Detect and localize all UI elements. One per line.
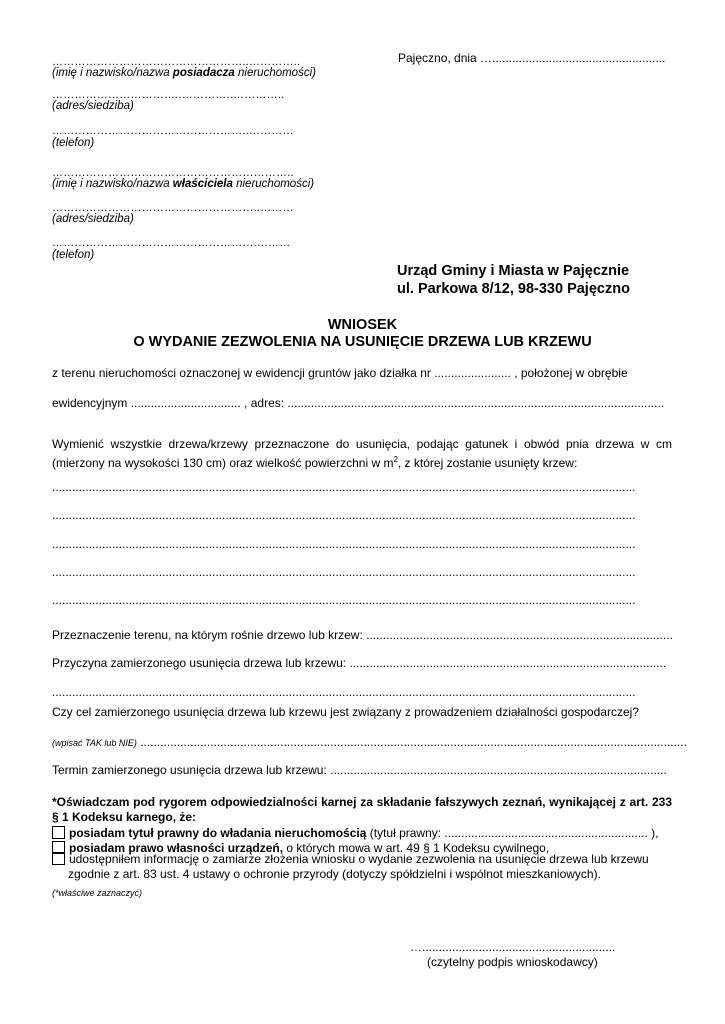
doc-title: WNIOSEK [327,317,398,333]
business-answer-line[interactable]: (wpisać TAK lub NIE) .................................................................................................................................................................... [52,735,687,749]
land-use-line[interactable]: Przeznaczenie terenu, na którym rośnie drzewo lub krzew: ............................................................................................ [52,628,673,642]
signature-caption: (czytelny podpis wnioskodawcy) [427,955,598,969]
declaration-heading: *Oświadczam pod rygorem odpowiedzialności karnej za składanie fałszywych zeznań, wynikającej z art. 233 § 1 Kodeksu karnego, że: [52,795,672,824]
reason-line[interactable]: Przyczyna zamierzonego usunięcia drzewa lub krzewu: ............................................................................................... [52,656,667,670]
doc-subtitle: O WYDANIE ZEZWOLENIA NA USUNIĘCIE DRZEWA LUB KRZEWU [133,334,592,350]
footnote: (*właściwe zaznaczyć) [52,888,143,898]
deadline-line[interactable]: Termin zamierzonego usunięcia drzewa lub krzewu: ..................................................................................................... [52,763,667,777]
option-legal-title[interactable]: posiadam tytuł prawny do władania nieruchomością (tytuł prawny: ............................................................. ), [52,826,658,840]
holder-name-caption: (imię i nazwisko/nazwa posiadacza nieruchomości) [52,67,316,79]
holder-address-caption: (adres/siedziba) [52,100,134,112]
checkbox-shared-info[interactable] [52,852,65,865]
plot-line[interactable]: z terenu nieruchomości oznaczonej w ewidencji gruntów jako działka nr ....................... , położonej w obrębie [52,366,628,380]
owner-name-caption: (imię i nazwisko/nazwa właściciela nieruchomości) [52,178,315,190]
owner-address-line[interactable]: ………………………………………………..……… [52,202,294,214]
trees-line-1[interactable]: ............................................................................................................................................................................... [52,480,636,494]
owner-phone-caption: (telefon) [52,249,95,261]
holder-name-line[interactable]: ……………………………………………..………….. [52,56,301,68]
business-hint: (wpisać TAK lub NIE) [52,738,137,748]
holder-phone-caption: (telefon) [52,137,95,149]
option-shared-info-cont: zgodnie z art. 83 ust. 4 ustawy o ochronie przyrody (dotyczy spółdzielni i wspólnot mieszkaniowych). [68,867,601,881]
precinct-line[interactable]: ewidencyjnym ................................. , adres: ................................................................................................................. [52,396,665,410]
trees-line-2[interactable]: ............................................................................................................................................................................... [52,508,636,522]
office-name: Urząd Gminy i Miasta w Pajęcznie [397,263,630,279]
trees-intro: Wymienić wszystkie drzewa/krzewy przeznaczone do usunięcia, podając gatunek i obwód pnia drzewa w cm (mierzony na wysokości 130 cm) oraz wielkość powierzchni w $m^2$, z której zostanie usunięty krzew: [52,437,672,470]
owner-address-caption: (adres/siedziba) [52,213,134,225]
reason-cont-line[interactable]: ............................................................................................................................................................................... [52,685,636,699]
owner-name-line[interactable]: ……………………………………………………….. [52,167,294,179]
office-address: ul. Parkowa 8/12, 98-330 Pajęczno [397,281,630,297]
trees-line-3[interactable]: ............................................................................................................................................................................... [52,537,636,551]
trees-line-4[interactable]: ............................................................................................................................................................................... [52,565,636,579]
trees-line-5[interactable]: ............................................................................................................................................................................... [52,593,636,607]
business-question: Czy cel zamierzonego usunięcia drzewa lub krzewu jest związany z prowadzeniem działalności gospodarczej? [52,705,639,719]
checkbox-legal-title[interactable] [52,826,65,839]
option-devices-ownership[interactable]: posiadam prawo własności urządzeń, o których mowa w art. 49 § 1 Kodeksu cywilnego, [52,841,549,855]
owner-phone-line[interactable]: ……………………………………………….……… [52,237,291,249]
holder-address-line[interactable]: ……………………………..…………..………….. [52,89,285,101]
place-date[interactable]: Pajęczno, dnia ….................................................... [398,51,666,65]
signature-line[interactable]: ….......................................................... [410,940,616,954]
holder-phone-line[interactable]: ……………………………………………..………… [52,125,294,137]
option-shared-info[interactable]: udostępniłem informację o zamiarze złożenia wniosku o wydanie zezwolenia na usunięcie drzewa lub krzewu [52,852,649,866]
